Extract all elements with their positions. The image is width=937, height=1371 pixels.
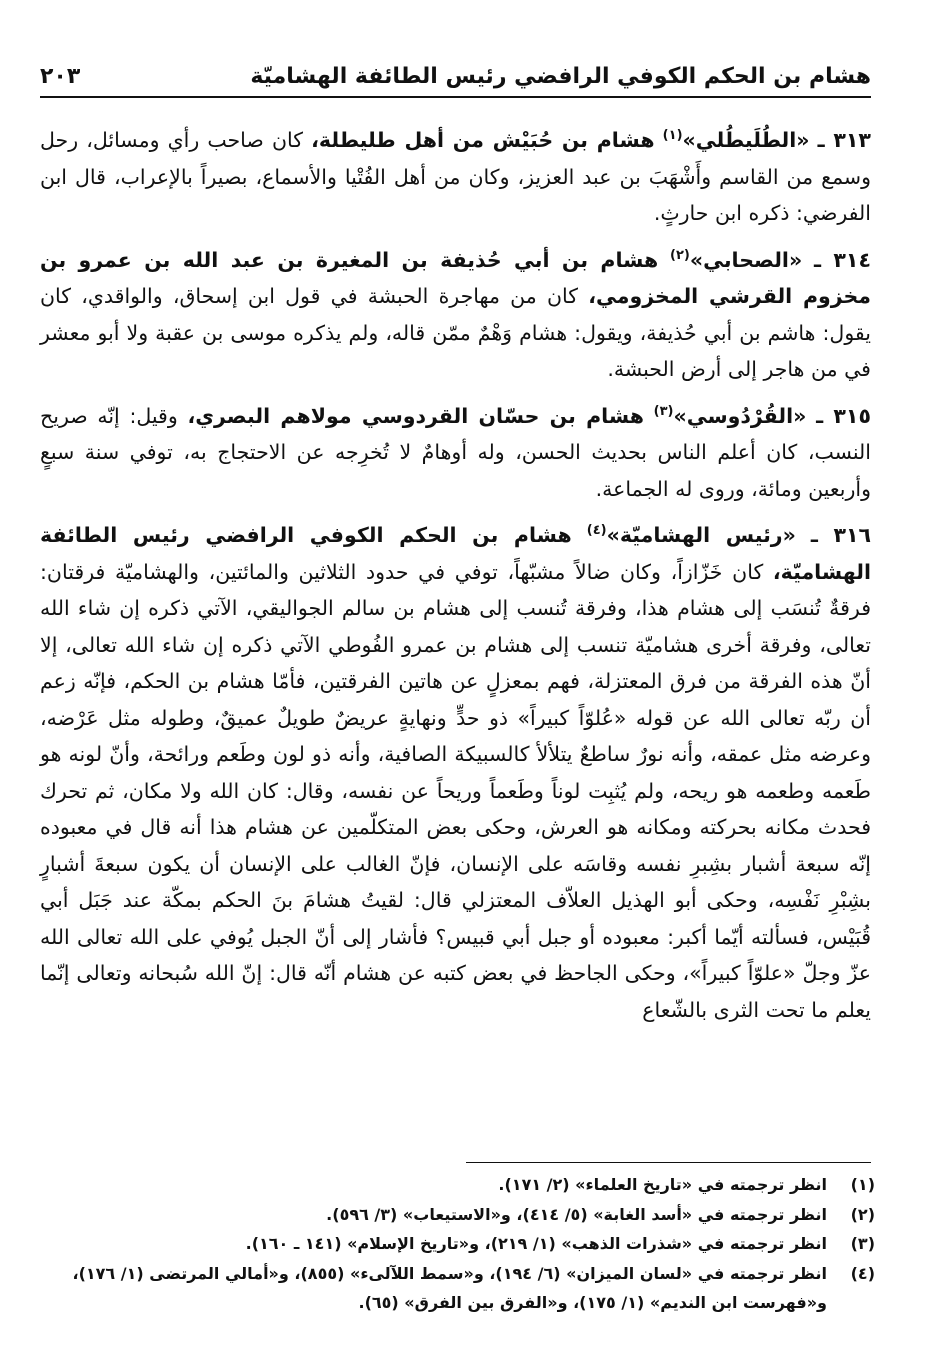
entry-title: «الطُلَيطُلي» — [682, 128, 810, 152]
entry-number: ٣١٤ ـ — [814, 247, 871, 272]
entry-316 — [40, 517, 871, 1028]
entry-315 — [40, 398, 871, 508]
entry-name: هشام بن حسّان القردوسي مولاهم البصري، — [187, 403, 644, 428]
footnote-reference: (١) — [662, 128, 683, 144]
footnote-reference: (٣) — [653, 403, 674, 419]
footnotes — [40, 1170, 875, 1318]
entry-text: كان خَزّازاً، وكان ضالاً مشبّهاً، توفي في حدود الثلاثين والمائتين، والهشاميّة فرقتان: فرقةٌ تُنسَب إلى هشام هذا، وفرقة تُنسب إلى هشام بن سالم الجواليقي، الآتي ذكره إن شاء الله تعالى، وفرقة أخرى هشاميّة تنسب إلى هشام بن عمرو الفُوطي الآتي ذكره إن شاء الله تعالى، إلا أنّ هذه الفرقة من فرق المعتزلة، فهم بمعزلٍ عن هاتين الفرقتين، فأمّا هشام بن الحكم، فإنّه زعم أن ربّه تعالى الله عن قوله «عُلوّاً كبيراً» ذو حدٍّ ونهايةٍ عريضٌ طويلٌ عميقٌ، وطوله مثل عَرْضه، وعرضه مثل عمقه، وأنه نورٌ ساطعٌ يتلألأ كالسبيكة الصافية، وأنه ذو لون وطَعم ورائحة، وأنّ لونه هو طَعمه وطعمه هو ريحه، ولم يُثبِت لوناً وطَعماً وريحاً عن نفسه، وقال: كان الله ولا مكان، ثم تحرك فحدث مكانه بحركته ومكانه هو العرش، وحكى بعض المتكلّمين عن هشام هذا أنه قال في معبوده إنّه سبعة أشبار بشِبرِ نفسه وقاسَه على الإنسان، فإنّ الغالب على الإنسان أن يكون سبعةَ أشبارٍ بشِبْرِ نَفْسِه، وحكى أبو الهذيل العلاّف المعتزلي قال: لقيتُ هشامَ بنَ الحكم بمكّة عند جَبَل أبي قُبَيْس، فسألته أيّما أكبر: معبوده أو جبل أبي قبيس؟ فأشار إلى أنّ الجبل يُوفي على الله تعالى الله عزّ وجلّ «علوّاً كبيراً»، وحكى الجاحظ في بعض كتبه عن هشام أنّه قال: إنّ الله سُبحانه وتعالى إنّما يعلم ما تحت الثرى بالشّعاع — [40, 559, 871, 1022]
footnote-number: (٢) — [850, 1204, 875, 1224]
entry-number: ٣١٦ ـ — [810, 523, 871, 547]
footnote-4 — [40, 1259, 875, 1318]
footnote-reference: (٢) — [670, 247, 690, 263]
entry-313 — [40, 122, 871, 232]
entry-name: هشام بن الحكم الكوفي الرافضي رئيس الطائفة الهشاميّة، — [40, 523, 871, 584]
entry-314 — [40, 242, 871, 388]
entry-number: ٣١٥ ـ — [816, 403, 871, 428]
entry-text: كان صاحب رأي ومسائل، رحل وسمع من القاسم وأَشْهَبَ بن عبد العزيز، وكان من أهل الفُتْيا والأسماع، بصيراً بالإعراب، قال ابن الفرضي: ذكره ابن حارثٍ. — [40, 128, 871, 225]
footnote-number: (١) — [850, 1175, 875, 1194]
entry-text: كان من مهاجرة الحبشة في قول ابن إسحاق، والواقدي، كان يقول: هاشم بن أبي حُذيفة، ويقول: هشام وَهْمٌ ممّن قاله، ولم يذكره موسى بن عقبة ولا أبو معشر في من هاجر إلى أرض الحبشة. — [40, 284, 871, 381]
running-title: هشام بن الحكم الكوفي الرافضي رئيس الطائفة الهشاميّة — [250, 63, 871, 89]
entry-title: «الصحابي» — [689, 247, 803, 272]
entry-text: وقيل: إنّه صريح النسب، كان أعلم الناس بحديث الحسن، وله أوهامٌ لا تُخرِجه عن الاحتجاج به، توفي سنة سبعٍ وأربعين ومائة، وروى له الجماعة. — [40, 403, 871, 501]
footnote-reference: (٤) — [586, 523, 607, 539]
footnote-text: انظر ترجمته في «لسان الميزان» (٦/ ١٩٤)، و«سمط اللآلىء» (٨٥٥)، و«أمالي المرتضى (١/ ١٧٦)، و«فهرست ابن النديم» (١/ ١٧٥)، و«الفرق بين الفرق» (٦٥). — [72, 1263, 827, 1312]
page-number: ٢٠٣ — [40, 63, 81, 89]
footnote-text: انظر ترجمته في «شذرات الذهب» (١/ ٢١٩)، و«تاريخ الإسلام» (١٤١ ـ ١٦٠). — [245, 1234, 827, 1253]
footnote-number: (٤) — [850, 1263, 875, 1283]
main-text — [40, 122, 871, 1038]
entry-title: «القُرْدُوسي» — [673, 403, 807, 428]
entry-title: «رئيس الهشاميّة» — [606, 523, 796, 547]
footnote-1 — [40, 1170, 875, 1200]
footnote-2 — [40, 1200, 875, 1230]
entry-number: ٣١٣ ـ — [817, 128, 871, 152]
footnote-number: (٣) — [850, 1234, 875, 1253]
footnote-text: انظر ترجمته في «أسد الغابة» (٥/ ٤١٤)، و«الاستيعاب» (٣/ ٥٩٦). — [326, 1204, 827, 1224]
footnote-3 — [40, 1229, 875, 1259]
entry-name: هشام بن حُبَيْش من أهل طليطلة، — [311, 128, 655, 152]
entry-name: هشام بن أبي حُذيفة بن المغيرة بن عبد الله بن عمرو بن مخزوم القرشي المخزومي، — [40, 247, 871, 308]
footnote-divider — [466, 1162, 871, 1163]
footnote-text: انظر ترجمته في «تاريخ العلماء» (٢/ ١٧١). — [498, 1175, 827, 1194]
page-header — [40, 56, 871, 98]
